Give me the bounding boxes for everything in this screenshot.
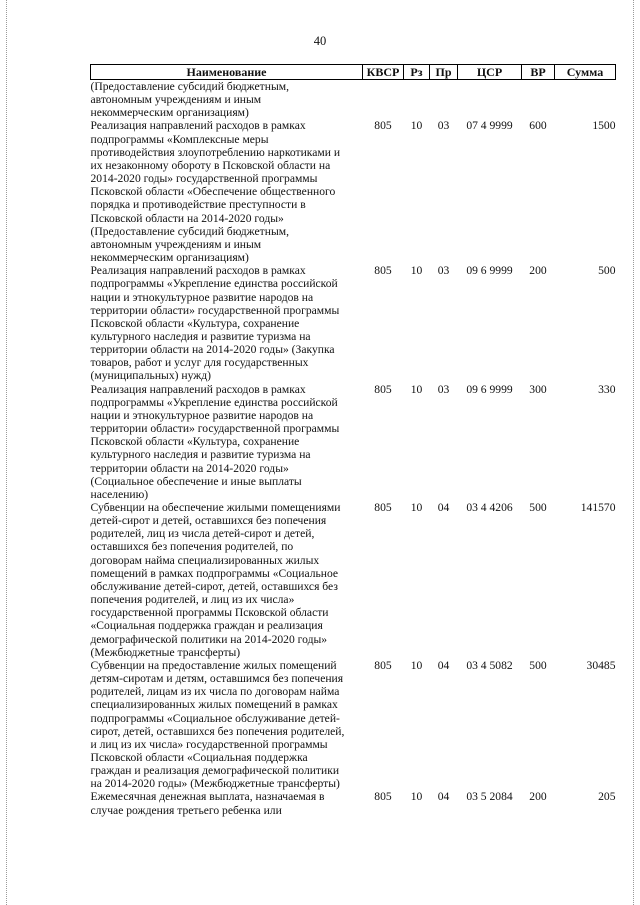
row-csr: 07 4 9999: [466, 119, 513, 133]
text-line: подпрограммы «Укрепление единства российской: [90, 277, 338, 291]
text-line: Субвенции на обеспечение жилыми помещениями: [90, 501, 341, 514]
text-line: попечения родителей, и лиц из их числа»: [90, 593, 295, 607]
row-pr: 03: [437, 382, 450, 396]
text-line: специализированных жилых помещений в рамках: [90, 698, 338, 712]
text-line: 2014-2020 годы» государственной программы: [90, 172, 318, 186]
header-rz: Рз: [404, 65, 430, 80]
text-line: некоммерческим организациям): [90, 251, 249, 265]
row-kvsr: 805: [374, 658, 392, 672]
text-line: оставшихся без попечения родителей, по: [90, 540, 294, 554]
header-name: Наименование: [91, 65, 363, 80]
table-row: [91, 119, 616, 264]
row-vr: 500: [529, 658, 547, 672]
text-line: граждан и реализация демографической политики: [90, 764, 340, 778]
budget-table: [90, 64, 616, 817]
text-line: демографической политики на 2014-2020 годы»: [90, 632, 328, 646]
header-kvsr: КВСР: [363, 65, 404, 80]
table-header-row: [91, 65, 616, 80]
text-line: на 2014-2020 годы» (Межбюджетные трансферты): [90, 777, 340, 791]
header-csr: ЦСР: [458, 65, 522, 80]
text-line: подпрограммы «Комплексные меры: [90, 132, 269, 146]
text-line: государственной программы Псковской области: [90, 606, 329, 620]
text-line: договорам найма специализированных жилых: [90, 553, 320, 567]
text-line: Реализация направлений расходов в рамках: [90, 264, 306, 278]
text-line: Субвенции на предоставление жилых помещений: [90, 658, 337, 672]
text-line: подпрограммы «Укрепление единства российской: [90, 395, 338, 409]
text-line: Ежемесячная денежная выплата, назначаемая в: [90, 790, 325, 804]
text-line: автономным учреждениям и иным: [90, 237, 262, 251]
row-kvsr: 805: [374, 264, 392, 278]
text-line: (Предоставление субсидий бюджетным,: [90, 80, 289, 93]
row-vr: 600: [529, 119, 547, 133]
row-vr: 200: [529, 264, 547, 278]
row-csr: 03 4 4206: [466, 501, 513, 514]
row-csr: 09 6 9999: [466, 382, 513, 396]
header-pr: Пр: [430, 65, 458, 80]
text-line: детям-сиротам и детям, оставшимся без попечения: [90, 672, 344, 686]
text-line: и лиц из их числа» государственной программы: [90, 737, 328, 751]
table-row-continuation: [91, 80, 616, 120]
row-rz: 10: [410, 501, 423, 514]
row-name: [91, 790, 363, 816]
row-sum: 205: [598, 790, 616, 804]
table-row: [91, 383, 616, 501]
table-row: [91, 501, 616, 659]
row-csr: 03 4 5082: [466, 658, 513, 672]
text-line: культурного наследия и развитие туризма на: [90, 448, 311, 462]
row-kvsr: 805: [374, 790, 392, 804]
text-line: детей-сирот и детей, оставшихся без попечения: [90, 514, 327, 528]
row-rz: 10: [410, 382, 423, 396]
text-line: (муниципальных) нужд): [90, 369, 212, 383]
header-vr: ВР: [522, 65, 555, 80]
text-line: их незаконному обороту в Псковской области на: [90, 158, 331, 172]
text-line: территории области» государственной программы: [90, 303, 340, 317]
text-line: некоммерческим организациям): [90, 106, 249, 120]
page-number: 40: [313, 34, 327, 48]
table-row: [91, 264, 616, 382]
text-line: Псковской области «Культура, сохранение: [90, 435, 300, 449]
row-pr: 03: [437, 264, 450, 278]
row-pr: 04: [437, 658, 450, 672]
text-line: родителей, лицам из их числа по договорам найма: [90, 685, 340, 699]
text-line: Псковской области «Обеспечение общественного: [90, 185, 336, 199]
table-body: [91, 119, 616, 816]
row-csr: 09 6 9999: [466, 264, 513, 278]
continuation-text: [91, 80, 363, 120]
row-pr: 04: [437, 501, 450, 514]
row-pr: 04: [437, 790, 450, 804]
row-rz: 10: [410, 790, 423, 804]
row-sum: 500: [598, 264, 616, 278]
row-name: [91, 659, 363, 791]
text-line: «Социальная поддержка граждан и реализация: [90, 619, 323, 633]
text-line: нации и этнокультурное развитие народов на: [90, 408, 314, 422]
text-line: товаров, работ и услуг для государственных: [90, 356, 309, 370]
text-line: культурного наследия и развитие туризма на: [90, 329, 311, 343]
text-line: порядка и противодействие преступности в: [90, 198, 306, 212]
row-name: [91, 383, 363, 501]
text-line: противодействия злоупотреблению наркотиками и: [90, 145, 341, 159]
text-line: (Социальное обеспечение и иные выплаты: [90, 474, 302, 488]
text-line: нации и этнокультурное развитие народов на: [90, 290, 314, 304]
text-line: населению): [90, 487, 149, 501]
row-sum: 30485: [586, 658, 616, 672]
text-line: территории области на 2014-2020 годы»: [90, 461, 289, 475]
row-rz: 10: [410, 658, 423, 672]
row-sum: 141570: [580, 501, 616, 514]
row-rz: 10: [410, 119, 423, 133]
header-sum: Сумма: [555, 65, 616, 80]
text-line: обслуживание детей-сирот, детей, оставшихся без: [90, 579, 338, 593]
text-line: Псковской области «Социальная поддержка: [90, 750, 308, 764]
text-line: родителей, лиц из числа детей-сирот и детей,: [90, 527, 315, 541]
text-line: случае рождения третьего ребенка или: [90, 803, 282, 817]
row-rz: 10: [410, 264, 423, 278]
text-line: помещений в рамках подпрограммы «Социальное: [90, 566, 339, 580]
row-sum: 1500: [592, 119, 616, 133]
row-name: [91, 119, 363, 264]
row-kvsr: 805: [374, 119, 392, 133]
scan-binder-line-left: [6, 0, 8, 905]
row-vr: 500: [529, 501, 547, 514]
row-csr: 03 5 2084: [466, 790, 513, 804]
text-line: Реализация направлений расходов в рамках: [90, 382, 306, 396]
row-name: [91, 501, 363, 659]
text-line: Псковской области на 2014-2020 годы»: [90, 211, 284, 225]
text-line: (Предоставление субсидий бюджетным,: [90, 224, 289, 238]
table-row: [91, 659, 616, 791]
row-vr: 200: [529, 790, 547, 804]
row-pr: 03: [437, 119, 450, 133]
row-name: [91, 264, 363, 382]
row-kvsr: 805: [374, 501, 392, 514]
text-line: подпрограммы «Социальное обслуживание детей-: [90, 711, 340, 725]
scan-binder-line-right: [633, 0, 635, 905]
row-kvsr: 805: [374, 382, 392, 396]
text-line: Реализация направлений расходов в рамках: [90, 119, 306, 133]
row-vr: 300: [529, 382, 547, 396]
row-sum: 330: [598, 382, 616, 396]
text-line: территории области на 2014-2020 годы» (Закупка: [90, 343, 335, 357]
text-line: автономным учреждениям и иным: [90, 93, 262, 107]
text-line: сирот, детей, оставшихся без попечения родителей,: [90, 724, 345, 738]
text-line: Псковской области «Культура, сохранение: [90, 316, 300, 330]
table-row: [91, 790, 616, 816]
text-line: территории области» государственной программы: [90, 422, 340, 436]
text-line: (Межбюджетные трансферты): [90, 645, 241, 659]
